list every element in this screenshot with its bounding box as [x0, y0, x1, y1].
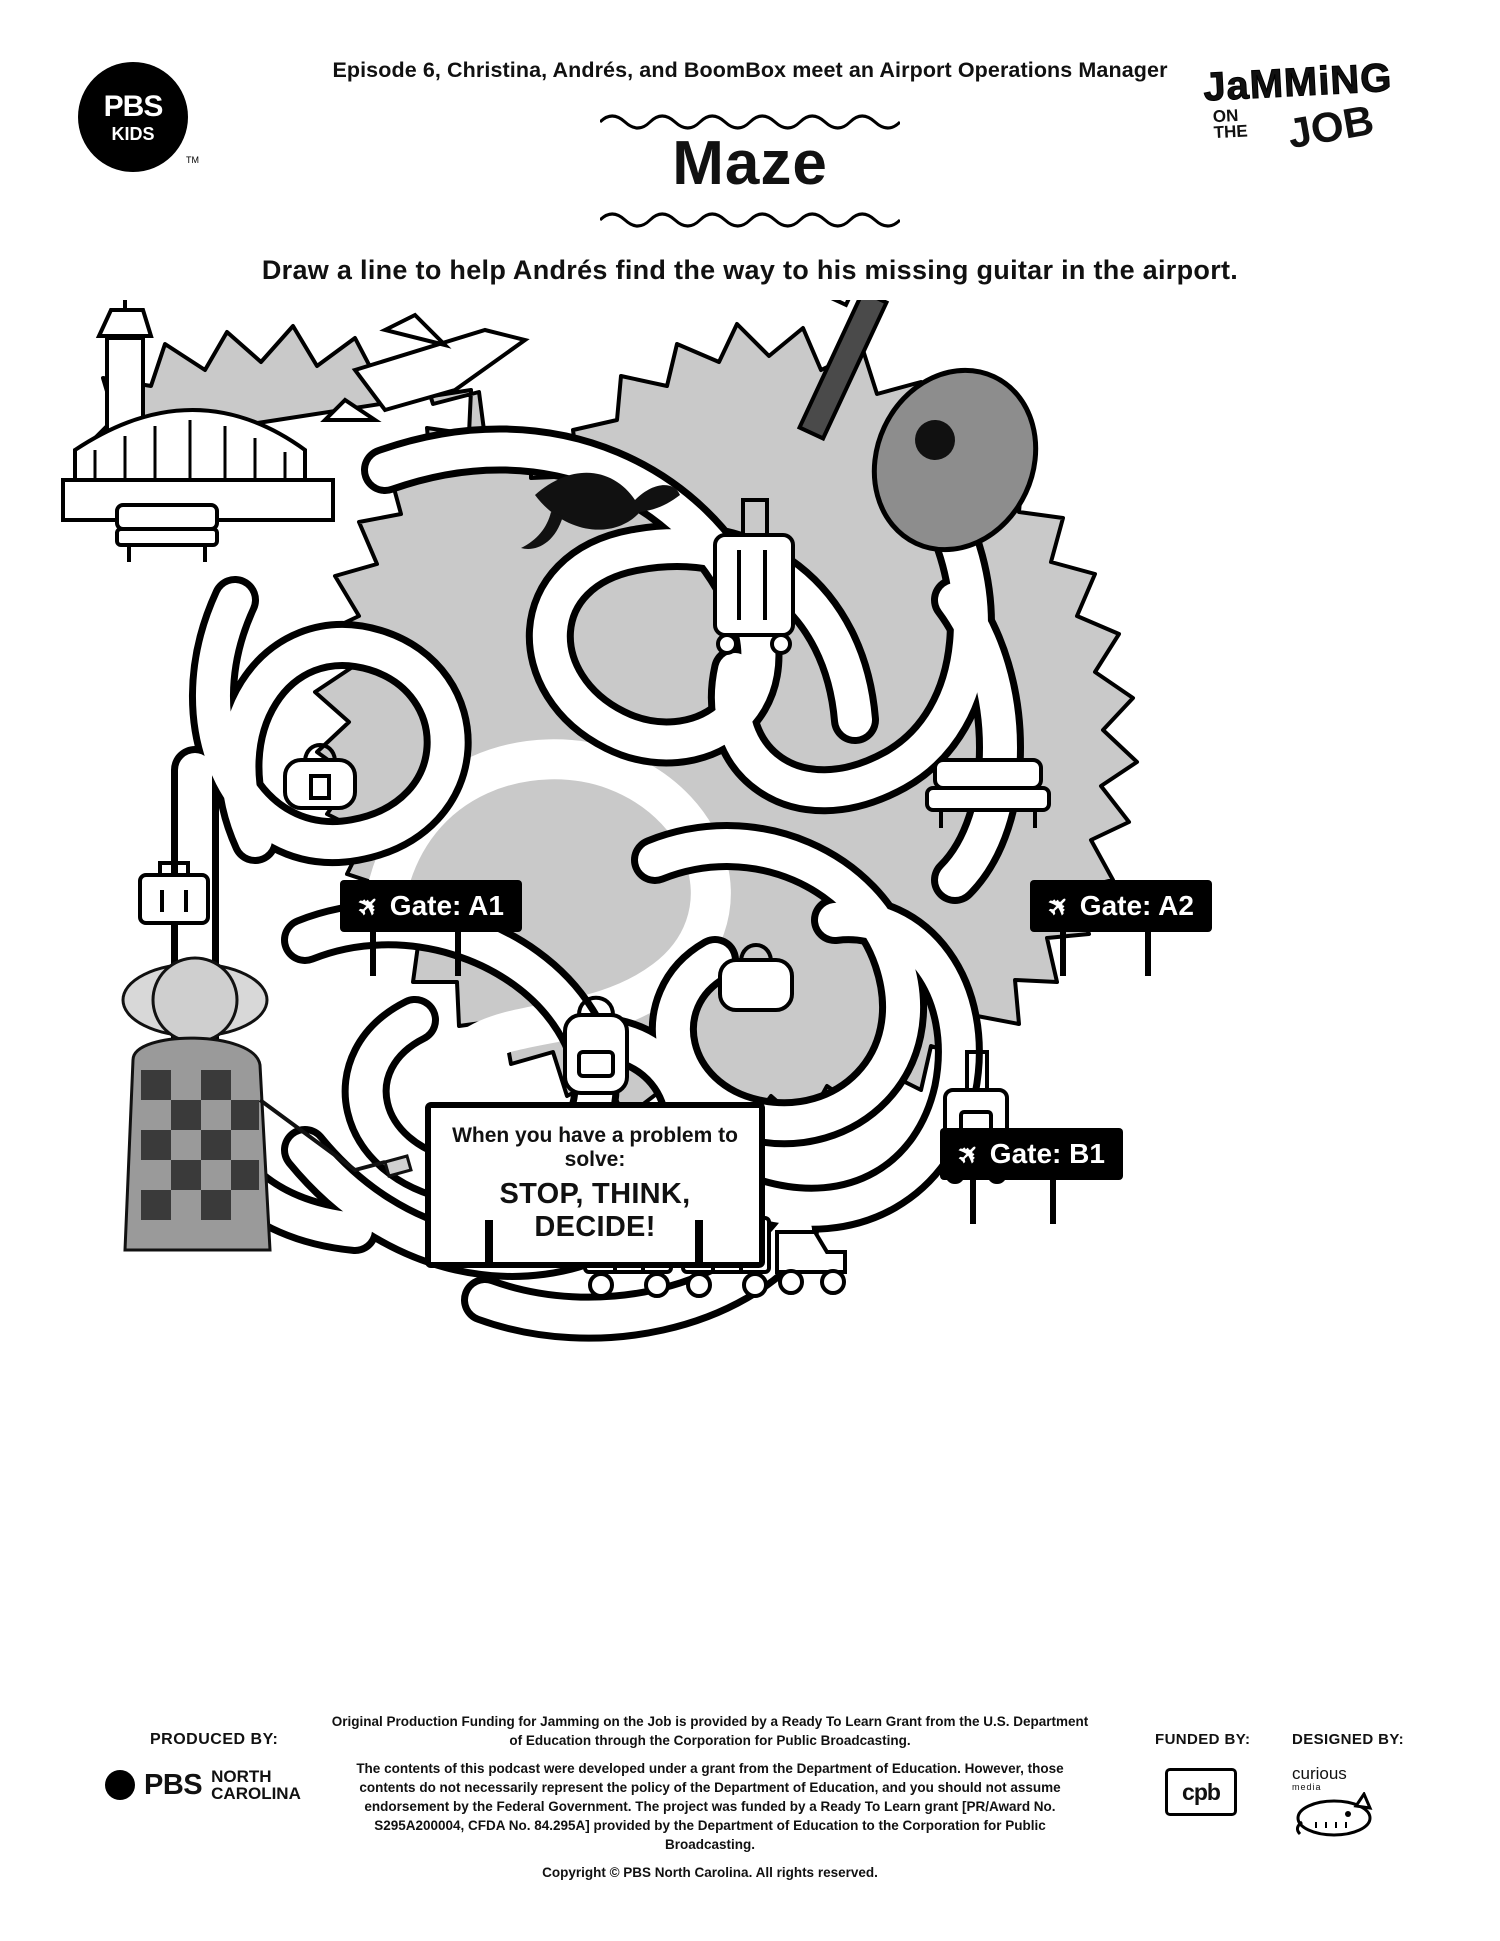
cpb-logo: cpb: [1165, 1768, 1237, 1816]
produced-by-label: PRODUCED BY:: [150, 1731, 279, 1748]
funded-by-label: FUNDED BY:: [1155, 1731, 1251, 1748]
curious-media-line1: curious: [1292, 1764, 1347, 1783]
sign-gate-b1-label: Gate: B1: [989, 1138, 1105, 1169]
jamming-on-the-job-logo: [1202, 54, 1423, 180]
brand-logo-line3: JOB: [1284, 95, 1378, 158]
sign-gate-a1: [340, 880, 522, 932]
curious-media-line2: media: [1292, 1782, 1322, 1792]
sign-post: [970, 1178, 976, 1224]
instructions-text: Draw a line to help Andrés find the way to his missing guitar in the airport.: [261, 255, 1239, 285]
page-header: [0, 0, 1500, 250]
brand-logo-line1: JaMMiNG: [1202, 55, 1394, 110]
tip-sign-post: [485, 1220, 493, 1266]
brand-logo-line2: ON THE: [1212, 105, 1249, 143]
squiggle-decoration-top: [600, 110, 900, 130]
maze-illustration: [55, 300, 1194, 1390]
tip-sign: [425, 1102, 765, 1268]
pbs-nc-pbs-text: PBS: [144, 1768, 203, 1801]
sign-post: [1145, 930, 1151, 976]
sign-post: [370, 930, 376, 976]
sign-gate-a1-label: Gate: A1: [389, 890, 504, 921]
pbs-logo-line1: PBS: [103, 89, 163, 123]
legal-paragraph-2: The contents of this podcast were developed under a grant from the Department of Education. However, those contents do not necessarily represent the policy of the Department of Education, and you should not assume endorsement by the Federal Government. The project was funded by a Ready To Learn grant [PR/Award No. S295A200004, CFDA No. 84.295A] provided by the Department of Education to the Corporation for Public Broadcasting.: [356, 1761, 1064, 1852]
sign-post: [1050, 1178, 1056, 1224]
bench-icon: [117, 505, 217, 562]
pbs-north-carolina-logo: [105, 1768, 301, 1802]
sign-gate-b1: [940, 1128, 1123, 1180]
airplane-icon: ✈: [350, 887, 387, 924]
sign-gate-a2-label: Gate: A2: [1079, 890, 1194, 921]
tip-sign-line1: When you have a problem to solve:: [452, 1124, 738, 1171]
curious-media-logo: [1292, 1764, 1412, 1843]
pbs-nc-line1: NORTH: [211, 1767, 272, 1786]
tip-sign-line2: STOP, THINK, DECIDE!: [499, 1178, 691, 1243]
pbs-head-icon: [105, 1770, 135, 1800]
curious-cat-icon: [1292, 1792, 1376, 1838]
designed-by-label: DESIGNED BY:: [1292, 1731, 1405, 1748]
sign-post: [1060, 930, 1066, 976]
airplane-icon: ✈: [950, 1135, 987, 1172]
sign-gate-a2: [1030, 880, 1212, 932]
trademark-mark: TM: [186, 155, 199, 165]
legal-paragraph-1: Original Production Funding for Jamming on the Job is provided by a Ready To Learn Grant from the U.S. Department of Education through the Corporation for Public Broadcasting.: [331, 1714, 1089, 1748]
pbs-logo-line2: KIDS: [111, 123, 155, 144]
pbs-nc-line2: CAROLINA: [211, 1784, 301, 1803]
page-footer: [0, 1690, 1500, 1941]
episode-subtitle: Episode 6, Christina, Andrés, and BoomBox meet an Airport Operations Manager: [332, 58, 1168, 82]
page-title: Maze: [672, 129, 828, 198]
squiggle-decoration-bottom: [600, 208, 900, 228]
sign-post: [455, 930, 461, 976]
airplane-icon: ✈: [1040, 887, 1077, 924]
legal-text: [330, 1712, 1090, 1891]
tip-sign-post: [695, 1220, 703, 1266]
legal-paragraph-3: Copyright © PBS North Carolina. All rights reserved.: [542, 1865, 878, 1880]
